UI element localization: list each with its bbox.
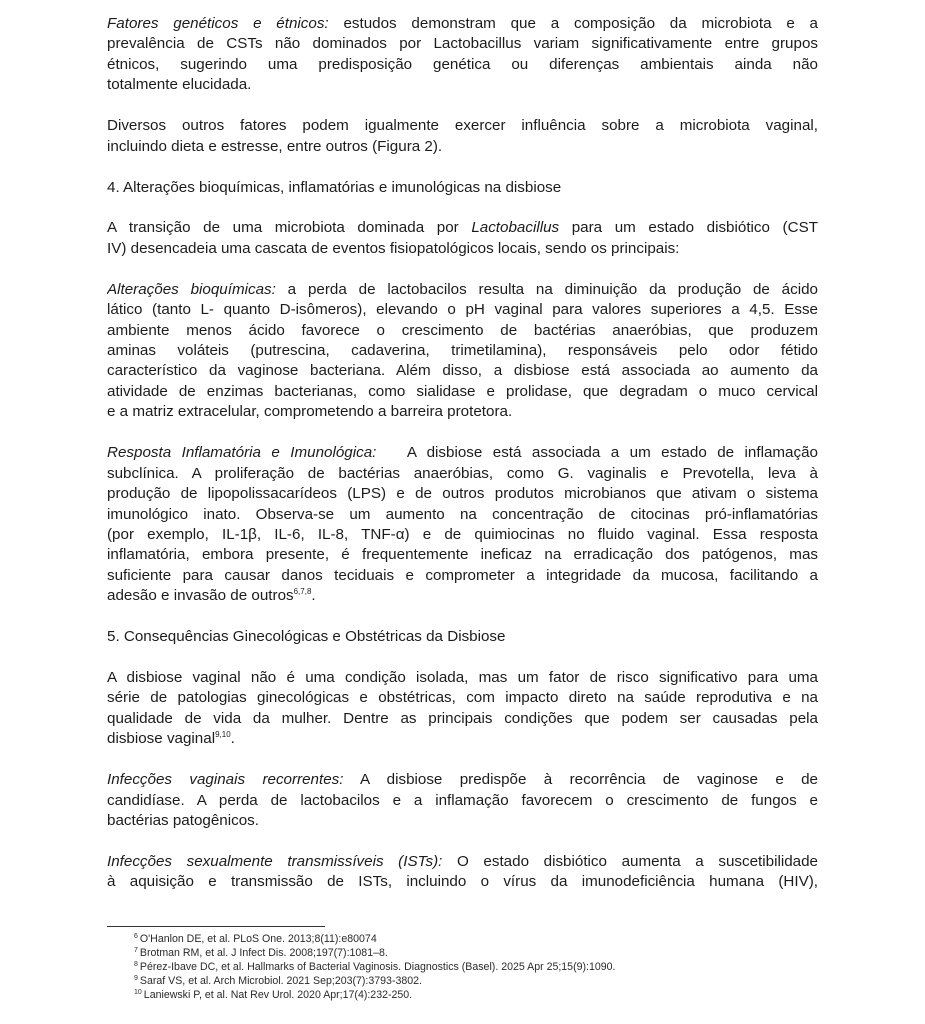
paragraph-genetic-ethnic-factors: Fatores genéticos e étnicos: estudos demonstram que a composição da microbiota e a prevalência de CSTs não dominados por Lactobacillus variam significativamente entre grupos étnicos, sugerindo uma predisposição genética ou diferenças ambientais ainda não totalmente elucidada. <box>107 15 818 94</box>
footnote-separator <box>107 926 325 927</box>
paragraph-lead: Infecções vaginais recorrentes: <box>107 771 344 789</box>
paragraph-biochemical-changes: Alterações bioquímicas: a perda de lactobacilos resulta na diminuição da produção de ácido lático (tanto L- quanto D-isômeros), elevando o pH vaginal para valores superiores a 4,5. Esse ambiente menos ácido favorece o crescimento de bactérias anaeróbias, que produzem aminas voláteis (putrescina, cadaverina, trimetilamina), responsáveis pelo odor fétido característico da vaginose bacteriana. Além disso, a disbiose está associada ao aumento da atividade de enzimas bacterianas, como sialidase e prolidase, que degradam o muco cervical e a matriz extracelular, comprometendo a barreira protetora. <box>107 280 818 421</box>
paragraph-lead: Fatores genéticos e étnicos: <box>107 15 329 32</box>
section-heading-4: 4. Alterações bioquímicas, inflamatórias e imunológicas na disbiose <box>107 178 562 196</box>
paragraph-inflammatory-immune-response: Resposta Inflamatória e Imunológica: A disbiose está associada a um estado de inflamação subclínica. A proliferação de bactérias anaeróbias, como G. vaginalis e Prevotella, leva à produção de lipopolissacarídeos (LPS) e de outros produtos microbianos que ativam o sistema imunológico inato. Observa-se um aumento na concentração de citocinas pró-inflamatórias (por exemplo, IL-1β, IL-6, IL-8, TNF-α) e de quimiocinas no fluido vaginal. Essa resposta inflamatória, embora presente, é frequentemente ineficaz na erradicação dos patógenos, mas suficiente para causar danos teciduais e comprometer a integridade da mucosa, facilitando a adesão e invasão de outros$^{6,7,8}$. <box>107 444 818 605</box>
paragraph-recurrent-infections: Infecções vaginais recorrentes: A disbiose predispõe à recorrência de vaginose e de candidíase. A perda de lactobacilos e a inflamação favorecem o crescimento de fungos e bactérias patogênicos. <box>107 771 818 830</box>
section-heading-5: 5. Consequências Ginecológicas e Obstétricas da Disbiose <box>107 628 506 646</box>
footnote-6: $^6$ O'Hanlon DE, et al. PLoS One. 2013;8(11):e80074 <box>134 933 377 945</box>
paragraph-consequences-intro: A disbiose vaginal não é uma condição isolada, mas um fator de risco significativo para uma série de patologias ginecológicas e obstétricas, com impacto direto na saúde reprodutiva e na qualidade de vida da mulher. Dentre as principais condições que podem ser causadas pela disbiose vaginal$^{9,10}$. <box>107 669 818 748</box>
footnote-reference[interactable]: 6,7,8 <box>293 587 312 597</box>
document-page <box>107 14 818 893</box>
footnote-9: $^9$ Saraf VS, et al. Arch Microbiol. 2021 Sep;203(7):3793-3802. <box>134 975 422 988</box>
footnote-8: $^8$ Pérez-Ibave DC, et al. Hallmarks of Bacterial Vaginosis. Diagnostics (Basel). 2025 Apr 25;15(9):1090. <box>134 961 616 974</box>
footnote-reference[interactable]: 9,10 <box>215 730 231 740</box>
footnote-10: $^{10}$ Laniewski P, et al. Nat Rev Urol. 2020 Apr;17(4):232-250. <box>134 989 413 1002</box>
paragraph-other-factors: Diversos outros fatores podem igualmente exercer influência sobre a microbiota vaginal, incluindo dieta e estresse, entre outros (Figura 2). <box>107 117 818 155</box>
paragraph-lead: Infecções sexualmente transmissíveis (ISTs): <box>107 852 443 870</box>
paragraph-transition-intro: A transição de uma microbiota dominada por Lactobacillus para um estado disbiótico (CST IV) desencadeia uma cascata de eventos fisiopatológicos locais, sendo os principais: <box>107 219 818 257</box>
footnote-7: $^7$ Brotman RM, et al. J Infect Dis. 2008;197(7):1081–8. <box>134 947 388 960</box>
paragraph-lead: Resposta Inflamatória e Imunológica: <box>107 444 377 462</box>
paragraph-lead: Alterações bioquímicas: <box>107 280 276 298</box>
paragraph-sexually-transmitted-infections: Infecções sexualmente transmissíveis (ISTs): O estado disbiótico aumenta a suscetibilidade à aquisição e transmissão de ISTs, incluindo o vírus da imunodeficiência humana (HIV), <box>107 852 818 891</box>
footnotes <box>134 932 615 1002</box>
